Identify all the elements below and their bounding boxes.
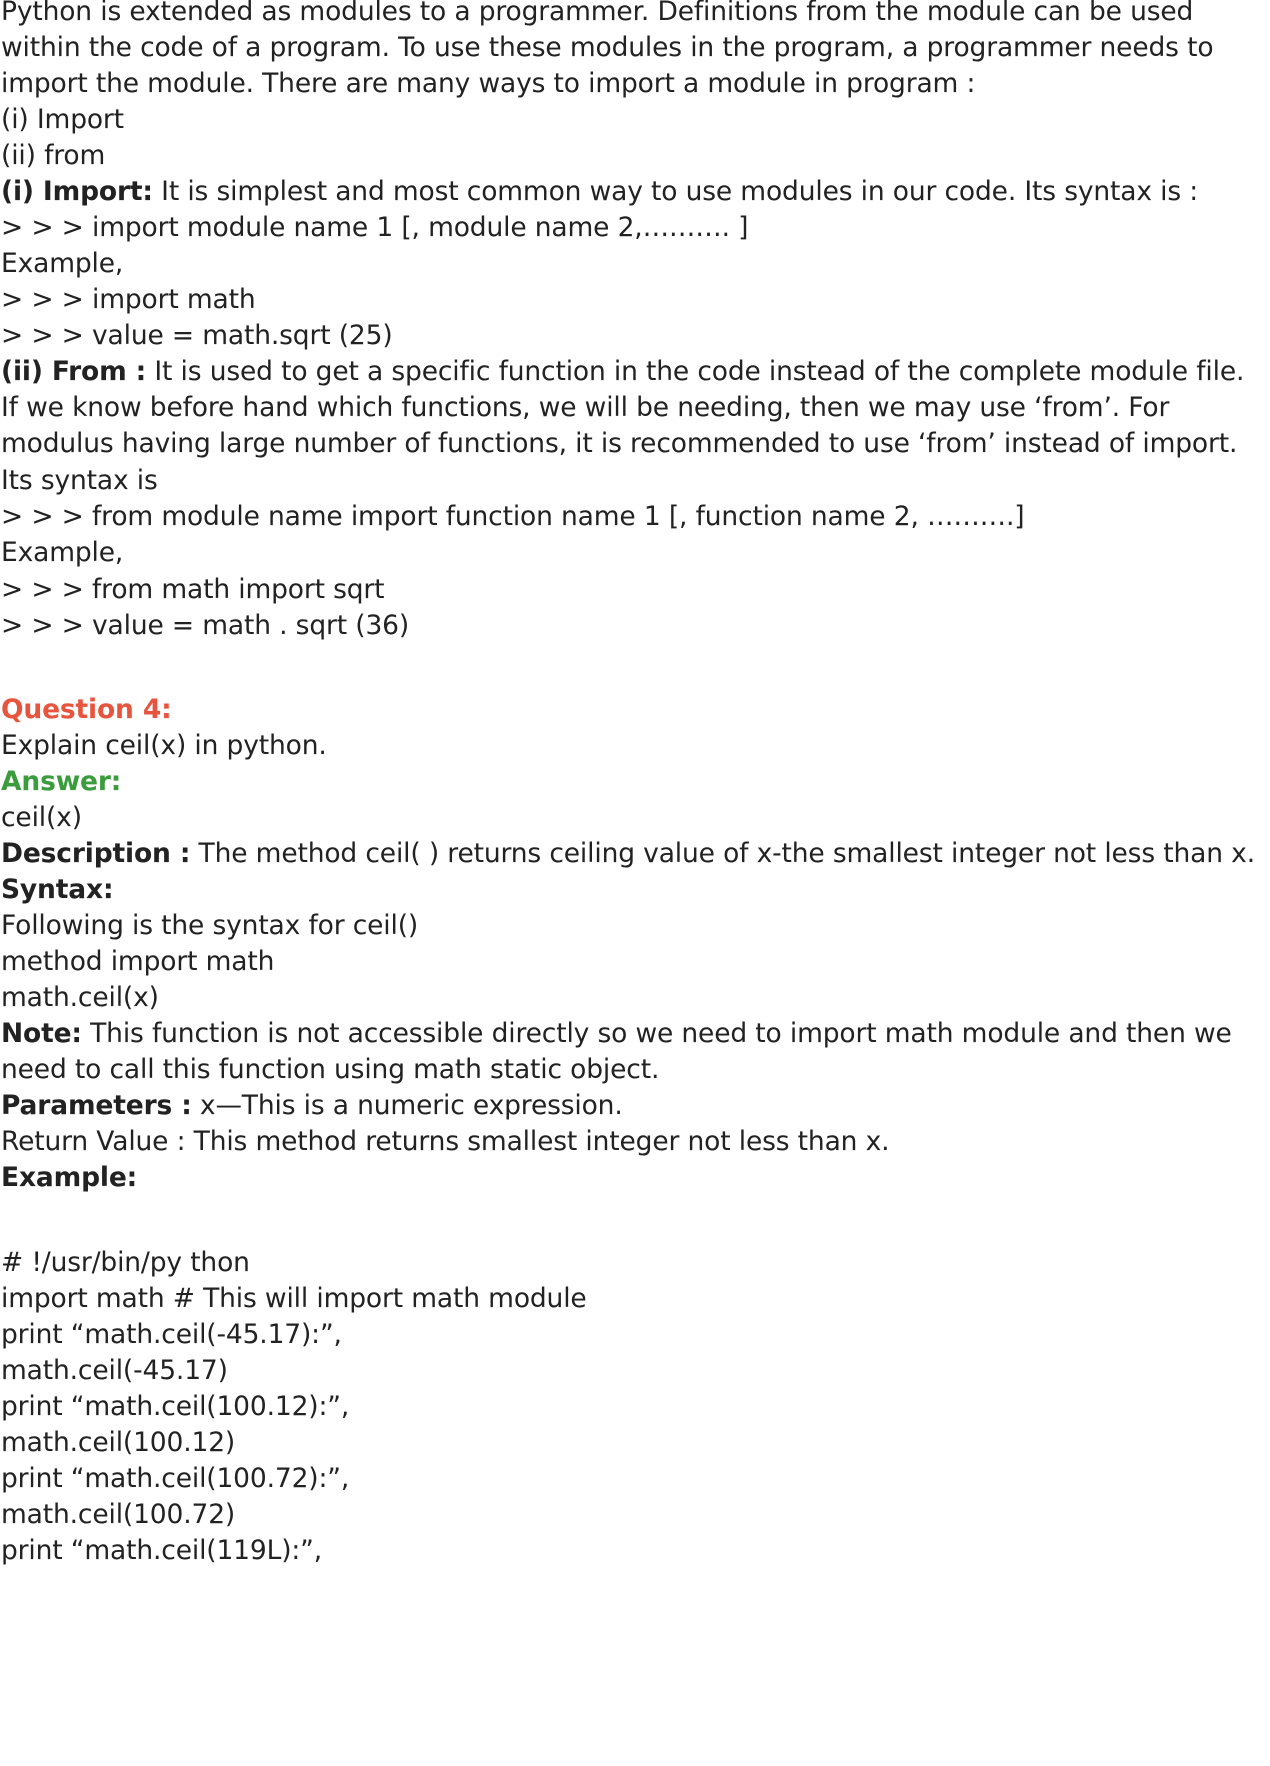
syntax-line-1: Following is the syntax for ceil() <box>1 910 419 941</box>
question-label: Question 4: <box>1 694 172 725</box>
from-text: It is used to get a specific function in the code instead of the complete module file. <box>146 356 1245 387</box>
parameters-label: Parameters : <box>1 1090 192 1121</box>
code-line-3: print “math.ceil(-45.17):”, <box>1 1319 342 1350</box>
syntax-line-3: math.ceil(x) <box>1 982 159 1013</box>
code-line-7: print “math.ceil(100.72):”, <box>1 1463 350 1494</box>
import-paragraph <box>1 172 1198 212</box>
from-line-3: Its syntax is <box>1 465 158 496</box>
parameters-paragraph <box>1 1086 623 1126</box>
function-name: ceil(x) <box>1 802 82 833</box>
code-line-2: import math # This will import math module <box>1 1283 587 1314</box>
from-example-line-2: > > > value = math . sqrt (36) <box>1 610 410 641</box>
note-line-2: need to call this function using math static object. <box>1 1054 660 1085</box>
from-example-line-1: > > > from math import sqrt <box>1 574 385 605</box>
syntax-label: Syntax: <box>1 874 114 905</box>
code-line-1: # !/usr/bin/py thon <box>1 1247 250 1278</box>
from-syntax: > > > from module name import function name 1 [, function name 2, ……….] <box>1 501 1025 532</box>
from-line-2: modulus having large number of functions, it is recommended to use ‘from’ instead of import. <box>1 428 1238 459</box>
import-text: It is simplest and most common way to use modules in our code. Its syntax is : <box>152 176 1199 207</box>
note-paragraph <box>1 1014 1232 1054</box>
answer-label: Answer: <box>1 766 122 797</box>
description-paragraph <box>1 834 1255 874</box>
list-item-from: (ii) from <box>1 140 106 171</box>
example-label: Example: <box>1 1162 138 1193</box>
intro-line-3: import the module. There are many ways to import a module in program : <box>1 68 976 99</box>
code-line-8: math.ceil(100.72) <box>1 1499 236 1530</box>
intro-line-1: Python is extended as modules to a programmer. Definitions from the module can be used <box>1 0 1194 27</box>
note-label: Note: <box>1 1018 82 1049</box>
note-text: This function is not accessible directly so we need to import math module and then we <box>81 1018 1232 1049</box>
import-example-line-2: > > > value = math.sqrt (25) <box>1 320 393 351</box>
code-line-5: print “math.ceil(100.12):”, <box>1 1391 350 1422</box>
return-value: Return Value : This method returns smallest integer not less than x. <box>1 1126 890 1157</box>
question-text: Explain ceil(x) in python. <box>1 730 327 761</box>
import-example-line-1: > > > import math <box>1 284 256 315</box>
list-item-import: (i) Import <box>1 104 124 135</box>
from-example-label: Example, <box>1 537 124 568</box>
import-heading: (i) Import: <box>1 176 153 207</box>
import-syntax: > > > import module name 1 [, module name 2,………. ] <box>1 212 749 243</box>
description-text: The method ceil( ) returns ceiling value of x-the smallest integer not less than x. <box>190 838 1255 869</box>
from-line-1: If we know before hand which functions, we will be needing, then we may use ‘from’. For <box>1 392 1170 423</box>
parameters-text: x—This is a numeric expression. <box>191 1090 623 1121</box>
code-line-9: print “math.ceil(119L):”, <box>1 1535 323 1566</box>
code-line-4: math.ceil(-45.17) <box>1 1355 228 1386</box>
syntax-line-2: method import math <box>1 946 275 977</box>
description-label: Description : <box>1 838 191 869</box>
code-line-6: math.ceil(100.12) <box>1 1427 236 1458</box>
from-paragraph <box>1 352 1244 392</box>
import-example-label: Example, <box>1 248 124 279</box>
from-heading: (ii) From : <box>1 356 147 387</box>
intro-line-2: within the code of a program. To use these modules in the program, a programmer needs to <box>1 32 1214 63</box>
